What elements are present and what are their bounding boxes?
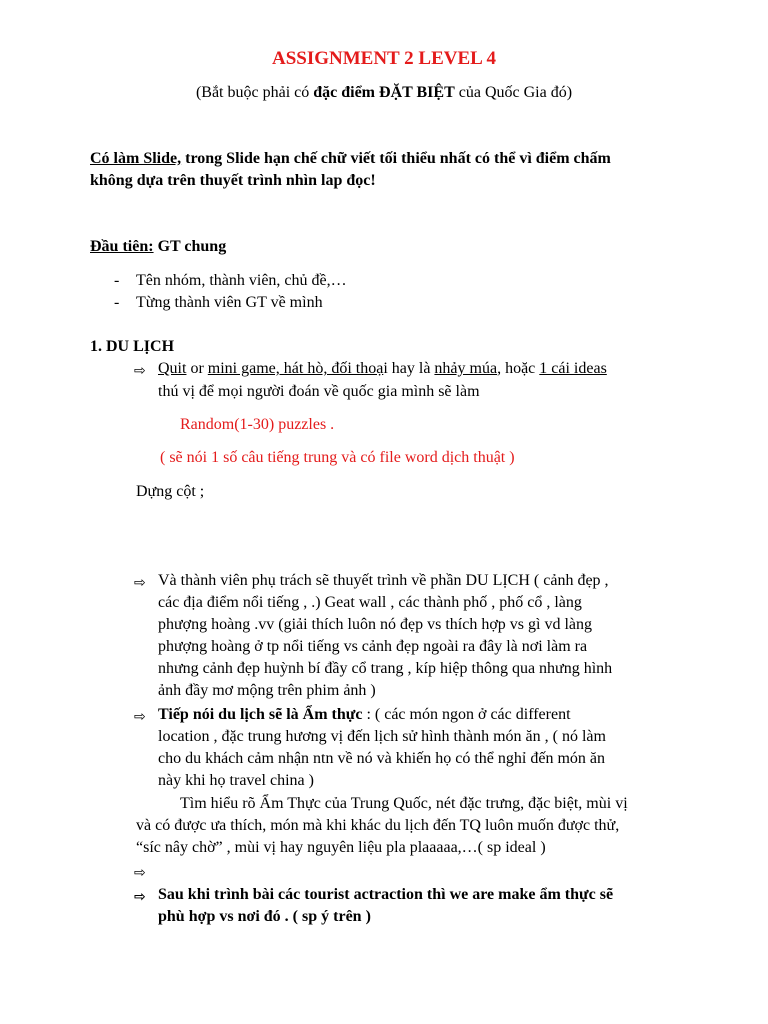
subtitle-bold: đặc điểm ĐẶT BIỆT xyxy=(313,84,455,101)
intro-heading-underlined: Đầu tiên: xyxy=(90,238,154,255)
section-heading-du-lich: 1. DU LỊCH xyxy=(90,338,175,355)
intro-bullet-2: Từng thành viên GT về mình xyxy=(136,294,323,311)
item1-line2: thú vị để mọi người đoán về quốc gia mình sẽ làm xyxy=(158,383,480,400)
item2-line: ảnh đầy mơ mộng trên phim ảnh ) xyxy=(158,682,376,699)
intro-heading-rest: GT chung xyxy=(153,238,227,255)
item3-line: location , đặc trung hương vị đến lịch sử hình thành món ăn , ( nó làm xyxy=(158,728,606,745)
random-puzzles: Random(1-30) puzzles . xyxy=(180,416,335,433)
chinese-note: ( sẽ nói 1 số câu tiếng trung và có file word dịch thuật ) xyxy=(160,449,515,466)
item5-line1: Sau khi trình bài các tourist actraction thì we are make ẩm thực sẽ xyxy=(158,886,614,903)
slide-note-line1 xyxy=(90,148,611,170)
item2-line: phượng hoàng ở tp nổi tiếng vs cảnh đẹp ngoài ra đây là nơi làm ra xyxy=(158,638,588,655)
slide-note-line2: không dựa trên thuyết trình nhìn lap đọc! xyxy=(90,172,376,189)
slide-note-rest: trong Slide hạn chế chữ viết tối thiểu nhất có thể vì điểm chấm xyxy=(181,150,611,167)
item1-quit: Quit xyxy=(158,360,187,377)
arrow-bullet-icon: ⇨ xyxy=(134,889,146,905)
item1-or: or xyxy=(186,360,208,377)
item1-i: i xyxy=(383,360,388,377)
intro-bullet-1: Tên nhóm, thành viên, chủ đề,… xyxy=(136,272,347,289)
intro-heading xyxy=(90,236,226,258)
item2-line: nhưng cảnh đẹp huỳnh bí đầy cổ trang , kíp hiệp thông qua nhưng hình xyxy=(158,660,613,677)
assignment-title: ASSIGNMENT 2 LEVEL 4 xyxy=(271,48,497,69)
item3-line1 xyxy=(158,704,571,726)
item2-line: Và thành viên phụ trách sẽ thuyết trình về phần DU LỊCH ( cảnh đẹp , xyxy=(158,572,609,589)
item2-line: phượng hoàng .vv (giải thích luôn nó đẹp vs thích hợp vs gì vd làng xyxy=(158,616,592,633)
dung-cot: Dựng cột ; xyxy=(136,483,205,500)
arrow-bullet-icon: ⇨ xyxy=(134,363,146,379)
am-thuc-paragraph-line2: và có được ưa thích, món mà khi khác du lịch đến TQ luôn muốn được thử, xyxy=(136,817,620,834)
arrow-bullet-icon: ⇨ xyxy=(134,709,146,725)
item5-line2: phù hợp vs nơi đó . ( sp ý trên ) xyxy=(158,908,371,925)
arrow-bullet-icon: ⇨ xyxy=(134,865,146,881)
item2-line: các địa điểm nổi tiếng , .) Geat wall , các thành phố , phố cổ , làng xyxy=(158,594,582,611)
subtitle-prefix: (Bắt buộc phải có xyxy=(195,84,314,101)
am-thuc-paragraph-line3: “síc nây chờ” , mùi vị hay nguyên liệu pla plaaaaa,…( sp ideal ) xyxy=(136,839,546,856)
item1-line1 xyxy=(158,358,607,380)
slide-note-underlined: Có làm Slide, xyxy=(90,150,182,167)
arrow-bullet-icon: ⇨ xyxy=(134,575,146,591)
item1-mini: mini game, hát hò, đối thoạ xyxy=(207,360,384,377)
item1-nhay: nhảy múa xyxy=(434,360,498,377)
assignment-subtitle xyxy=(0,82,768,104)
am-thuc-paragraph-line1: Tìm hiểu rõ Ẩm Thực của Trung Quốc, nét đặc trưng, đặc biệt, mùi vị xyxy=(180,795,628,812)
item3-line: này khi họ travel china ) xyxy=(158,772,314,789)
item3-rest: : ( các món ngon ở các different xyxy=(362,706,571,723)
item1-hoac: , hoặc xyxy=(497,360,540,377)
dash-bullet: - xyxy=(114,294,120,311)
item1-hay: hay là xyxy=(387,360,435,377)
item1-ideas: 1 cái ideas xyxy=(539,360,607,377)
item3-line: cho du khách cảm nhận ntn về nó và khiến họ có thể nghỉ đến món ăn xyxy=(158,750,605,767)
item3-bold: Tiếp nói du lịch sẽ là Ẩm thực xyxy=(158,706,363,723)
dash-bullet: - xyxy=(114,272,120,289)
subtitle-suffix: của Quốc Gia đó) xyxy=(454,84,573,101)
